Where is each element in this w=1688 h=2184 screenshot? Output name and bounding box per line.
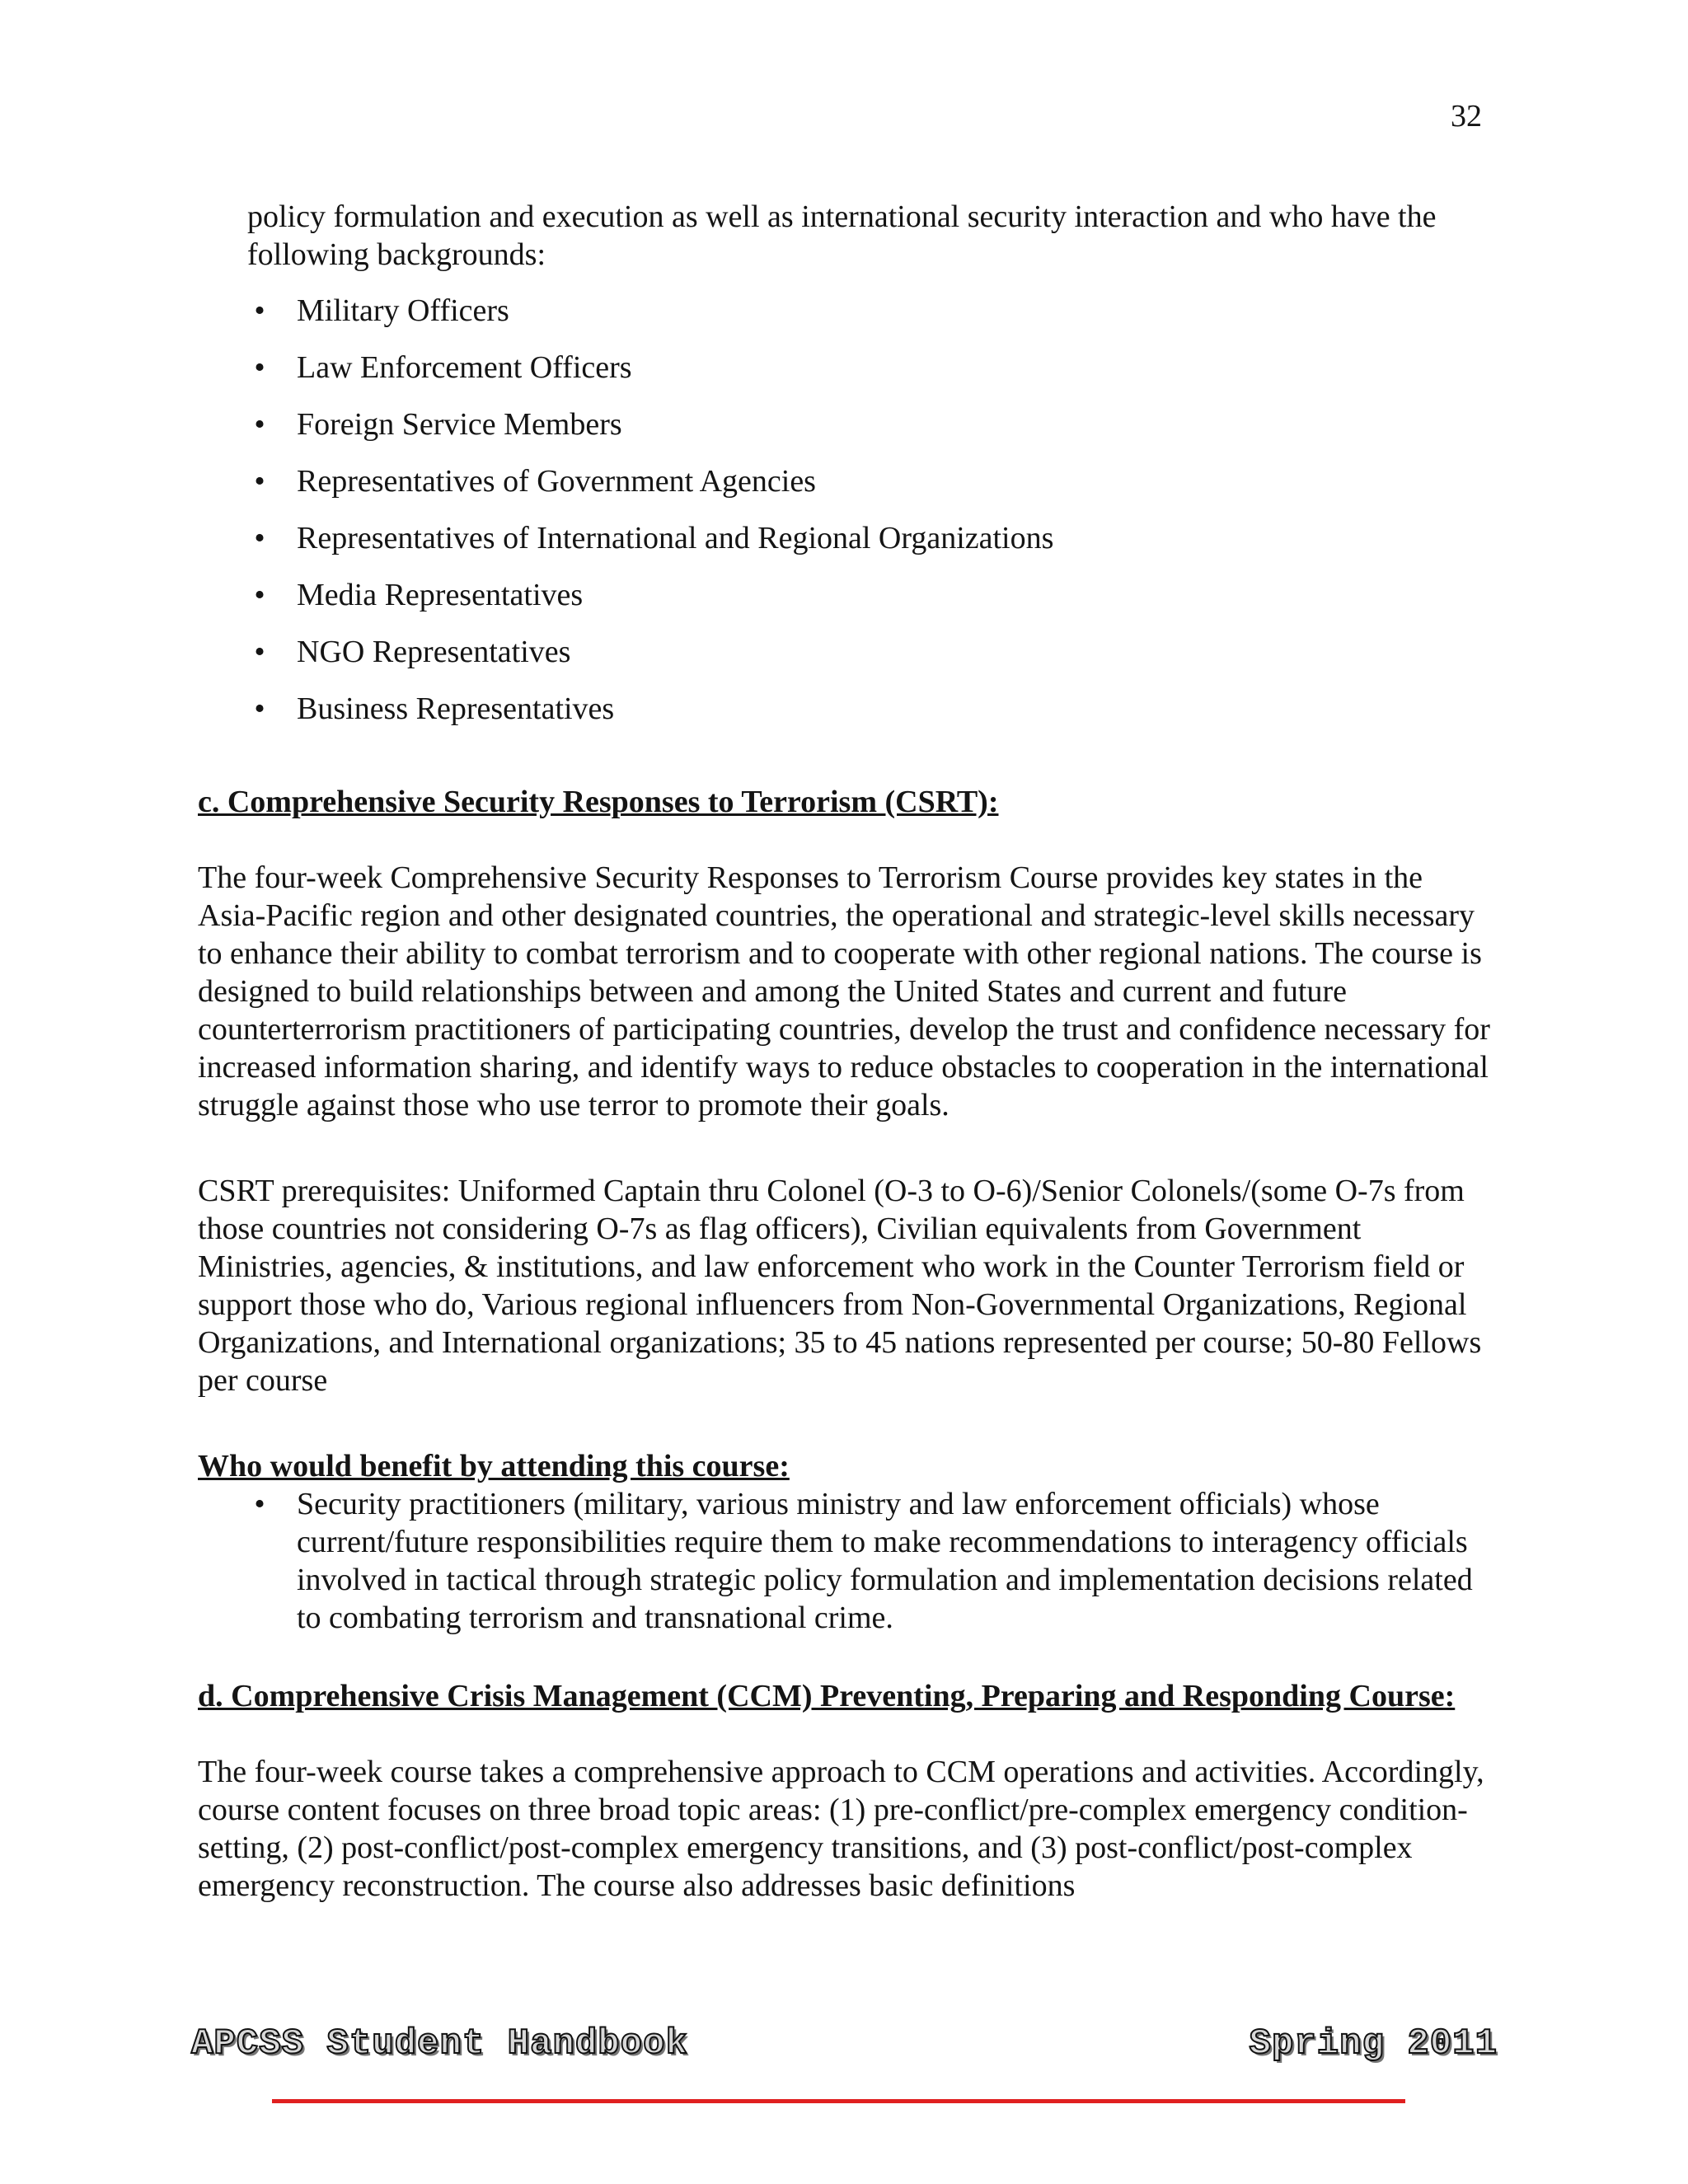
- list-item-text: Representatives of International and Regional Organizations: [297, 521, 1054, 555]
- bullet-icon: •: [254, 293, 265, 328]
- list-item-text: Military Officers: [297, 293, 509, 328]
- bullet-icon: •: [254, 635, 265, 669]
- footer-term: Spring 2011: [1249, 2023, 1498, 2064]
- bullet-icon: •: [254, 578, 265, 612]
- csrt-prerequisites: CSRT prerequisites: Uniformed Captain thru Colonel (O-3 to O-6)/Senior Colonels/(some O-7s from those countries not considering O-7s as flag officers), Civilian equivalents from Government Ministries, agencies, & institutions, and law enforcement who work in the Counter Terrorism field or support those who do, Various regional influencers from Non-Governmental Organizations, Regional Organizations, and International organizations; 35 to 45 nations represented per course; 50-80 Fellows per course: [198, 1174, 1482, 1398]
- list-item: [247, 349, 1492, 387]
- intro-paragraph: policy formulation and execution as well as international security interaction and who have the following backgrounds:: [247, 199, 1437, 272]
- list-item: [247, 633, 1492, 671]
- footer-handbook-title: APCSS Student Handbook: [191, 2023, 688, 2064]
- footer-rule: [272, 2099, 1405, 2103]
- bullet-icon: •: [254, 1487, 265, 1521]
- bullet-icon: •: [254, 464, 265, 499]
- list-item-text: Representatives of Government Agencies: [297, 464, 816, 499]
- benefit-list: [198, 1485, 1492, 1637]
- bullet-icon: •: [254, 350, 265, 385]
- list-item-text: Security practitioners (military, various ministry and law enforcement officials) whose current/future responsibilities require them to make recommendations to interagency officials involved in tactical through strategic policy formulation and implementation decisions related to combating terrorism and transnational crime.: [297, 1487, 1473, 1635]
- section-d-heading: d. Comprehensive Crisis Management (CCM) Preventing, Preparing and Responding Course:: [198, 1679, 1456, 1713]
- list-item: [247, 519, 1492, 557]
- list-item: [247, 576, 1492, 614]
- list-item: [247, 1485, 1492, 1637]
- page-number: 32: [1451, 99, 1482, 134]
- list-item-text: Business Representatives: [297, 691, 615, 726]
- list-item: [247, 690, 1492, 728]
- bullet-icon: •: [254, 691, 265, 726]
- section-c-description: The four-week Comprehensive Security Responses to Terrorism Course provides key states in the Asia-Pacific region and other designated countries, the operational and strategic-level skills necessary to enhance their ability to combat terrorism and to cooperate with other regional nations. The course is designed to build relationships between and among the United States and current and future counterterrorism practitioners of participating countries, develop the trust and confidence necessary for increased information sharing, and identify ways to reduce obstacles to cooperation in the international struggle against those who use terror to promote their goals.: [198, 860, 1490, 1122]
- section-c-heading: c. Comprehensive Security Responses to Terrorism (CSRT):: [198, 785, 999, 819]
- list-item: [247, 462, 1492, 500]
- bullet-icon: •: [254, 521, 265, 555]
- list-item-text: NGO Representatives: [297, 635, 571, 669]
- backgrounds-list: [198, 292, 1492, 728]
- list-item-text: Law Enforcement Officers: [297, 350, 632, 385]
- bullet-icon: •: [254, 407, 265, 442]
- page-content: [198, 198, 1492, 1905]
- list-item: [247, 292, 1492, 330]
- list-item-text: Media Representatives: [297, 578, 584, 612]
- section-d-description: The four-week course takes a comprehensive approach to CCM operations and activities. Accordingly, course content focuses on three broad topic areas: (1) pre-conflict/pre-complex emergency condition-setting, (2) post-conflict/post-complex emergency transitions, and (3) post-conflict/post-complex emergency reconstruction. The course also addresses basic definitions: [198, 1755, 1484, 1903]
- list-item-text: Foreign Service Members: [297, 407, 622, 442]
- list-item: [247, 405, 1492, 443]
- benefit-heading: Who would benefit by attending this course:: [198, 1449, 790, 1483]
